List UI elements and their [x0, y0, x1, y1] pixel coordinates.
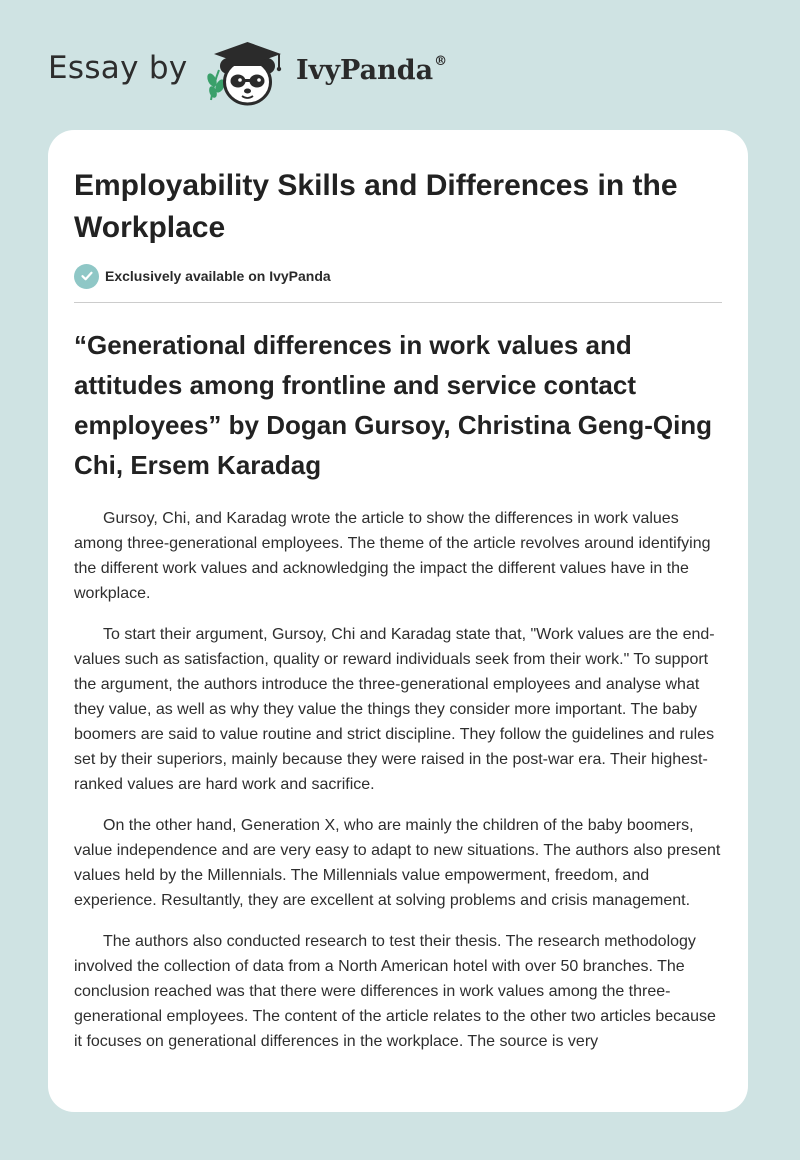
- brand-prefix: Essay by: [48, 50, 188, 86]
- article-body: [74, 506, 724, 1070]
- paragraph: To start their argument, Gursoy, Chi and Karadag state that, "Work values are the end-values such as satisfaction, quality or reward individuals seek from their work." To support the argument, the authors introduce the three-generational employees and analyse what they value, as well as why they value the things they consider more important. The baby boomers are said to value routine and strict discipline. They follow the guidelines and rules set by their superiors, mainly because they were raised in the post-war era. Their highest-ranked values are hard work and sacrifice.: [74, 626, 715, 793]
- exclusive-badge: [74, 263, 331, 289]
- badge-label: Exclusively available on IvyPanda: [105, 268, 331, 284]
- paragraph: Gursoy, Chi, and Karadag wrote the article to show the differences in work values among three-generational employees. The theme of the article revolves around identifying the different work values and acknowledging the impact the different values have in the workplace.: [74, 510, 711, 602]
- paragraph: The authors also conducted research to test their thesis. The research methodology involved the collection of data from a North American hotel with over 50 branches. The conclusion reached was that there were differences in work values among the three-generational employees. The content of the article relates to the other two articles because it focuses on generational differences in the workplace. The source is very: [74, 933, 716, 1050]
- panda-graduate-logo-icon: [201, 36, 293, 110]
- divider: [74, 302, 722, 303]
- article-heading: “Generational differences in work values and attitudes among frontline and service contact employees” by Dogan Gursoy, Christina Geng-Qing Chi, Ersem Karadag: [74, 330, 713, 480]
- essay-card: [48, 130, 748, 1112]
- check-icon: [74, 264, 99, 289]
- site-brand[interactable]: [48, 30, 468, 110]
- paragraph: On the other hand, Generation X, who are mainly the children of the baby boomers, value independence and are very easy to adapt to new situations. The authors also present values held by the Millennials. The Millennials value empowerment, freedom, and experience. Resultantly, they are excellent at solving problems and crisis management.: [74, 817, 721, 909]
- page-title: Employability Skills and Differences in the Workplace: [74, 169, 678, 244]
- brand-name: IvyPanda®: [296, 54, 448, 86]
